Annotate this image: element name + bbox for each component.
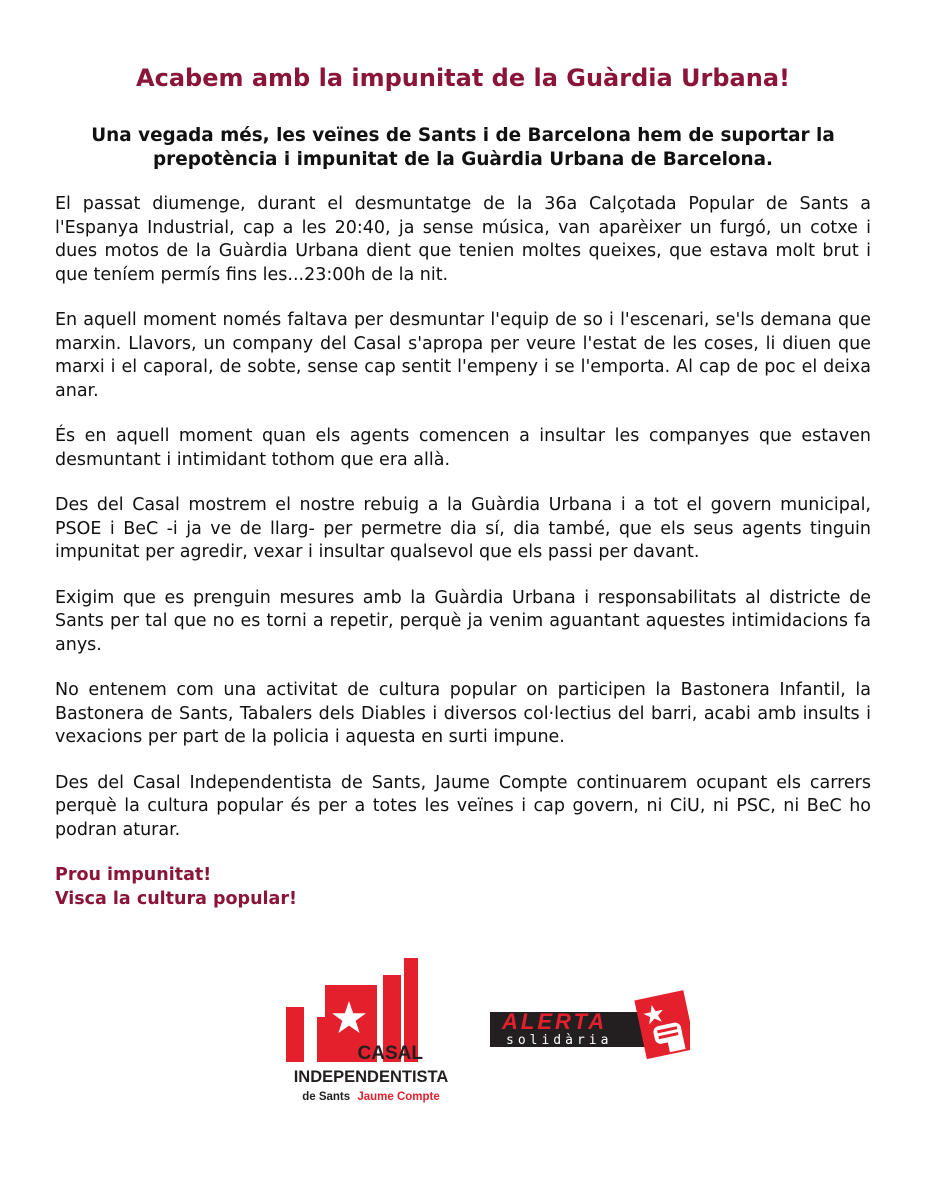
paragraph-6: No entenem com una activitat de cultura popular on participen la Bastonera Infantil, la Bastonera de Sants, Tabalers dels Diables i diversos col·lectius del barri, acabi amb insults i vexacions per part de la policia i aquesta en surti impune.: [55, 680, 871, 747]
paragraph-3: És en aquell moment quan els agents comencen a insultar les companyes que estaven desmuntant i intimidant tothom que era allà.: [55, 426, 871, 470]
slogan-2: Visca la cultura popular!: [55, 888, 297, 909]
logo-text-casal: CASAL: [357, 1043, 423, 1064]
document: [55, 62, 871, 911]
paragraph-1: El passat diumenge, durant el desmuntatge de la 36a Calçotada Popular de Sants a l'Espanya Industrial, cap a les 20:40, ja sense música, van aparèixer un furgó, un cotxe i dues motos de la Guàrdia Urbana dient que tenien moltes queixes, que estava molt brut i que teníem permís fins les...23:00h de la nit.: [55, 194, 871, 285]
casal-independentista-logo: [283, 955, 463, 1105]
alerta-word: ALERTA: [502, 1009, 608, 1034]
slogans: [55, 864, 871, 911]
raised-fist-icon: [634, 990, 690, 1059]
subtitle: Una vegada més, les veïnes de Sants i de Barcelona hem de suportar la prepotència i impunitat de la Guàrdia Urbana de Barcelona.: [91, 125, 835, 170]
slogan-1: Prou impunitat!: [55, 865, 212, 885]
svg-text:de Sants Jaume Compte: [302, 1091, 440, 1103]
logo-text-de-sants: de Sants: [302, 1091, 351, 1103]
logo-text-independentista: INDEPENDENTISTA: [293, 1068, 449, 1086]
logo-text-jaume-compte: Jaume Compte: [357, 1091, 440, 1103]
paragraph-5: Exigim que es prenguin mesures amb la Guàrdia Urbana i responsabilitats al districte de Sants per tal que no es torni a repetir, perquè ja venim aguantant aquestes intimidacions fa anys.: [55, 587, 871, 655]
page-title: Acabem amb la impunitat de la Guàrdia Urbana!: [136, 64, 790, 92]
paragraph-4: Des del Casal mostrem el nostre rebuig a la Guàrdia Urbana i a tot el govern municipal, PSOE i BeC -i ja ve de llarg- per permetre dia sí, dia també, que els seus agents tinguin impunitat per agredir, vexar i insultar qualsevol que els passi per davant.: [55, 495, 871, 562]
solidaria-word: solidària: [506, 1033, 613, 1048]
paragraph-7: Des del Casal Independentista de Sants, Jaume Compte continuarem ocupant els carrers perquè la cultura popular és per a totes les veïnes i cap govern, ni CiU, ni PSC, ni BeC ho podran aturar.: [55, 772, 871, 840]
paragraph-2: En aquell moment només faltava per desmuntar l'equip de so i l'escenari, se'ls demana que marxin. Llavors, un company del Casal s'apropa per veure l'estat de les coses, li diuen que marxi i el caporal, de sobte, sense cap sentit l'empeny i se l'emporta. Al cap de poc el deixa anar.: [55, 310, 871, 401]
logo-bar-1: [286, 1007, 304, 1062]
alerta-solidaria-logo: [490, 988, 690, 1068]
